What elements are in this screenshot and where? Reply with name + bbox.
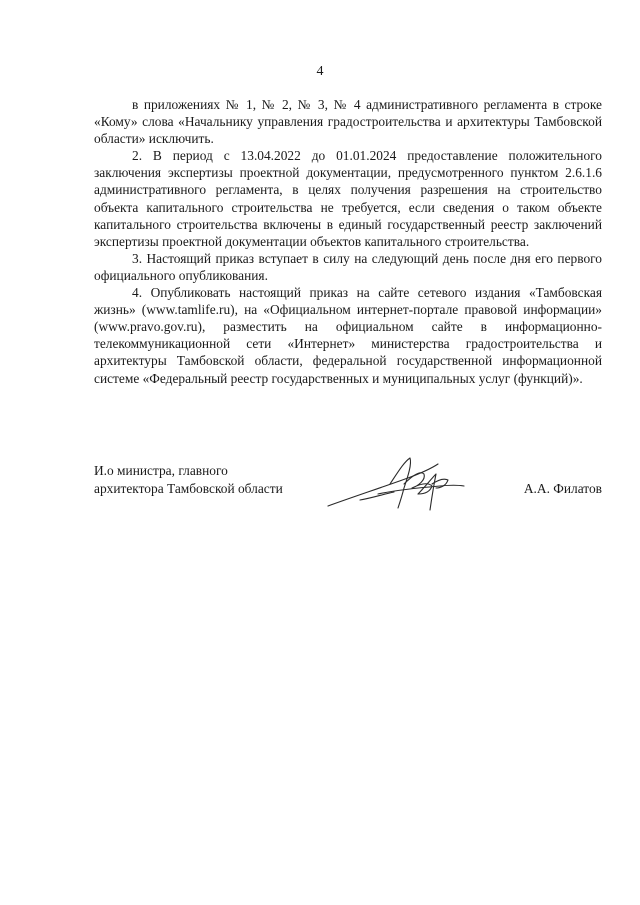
- signer-title-line-1: И.о министра, главного: [94, 463, 228, 478]
- signer-name: А.А. Филатов: [523, 481, 602, 496]
- paragraph-continuation: в приложениях № 1, № 2, № 3, № 4 административного регламента в строке «Кому» слова «Начальнику управления градостроительства и архитектуры Тамбовской области» исключить.: [94, 97, 602, 147]
- page-number: 4: [316, 64, 324, 79]
- signer-title: [94, 462, 324, 497]
- handwritten-signature: [320, 454, 470, 516]
- paragraph-3: 3. Настоящий приказ вступает в силу на следующий день после дня его первого официального опубликования.: [94, 250, 602, 283]
- paragraph-2: 2. В период с 13.04.2022 до 01.01.2024 предоставление положительного заключения экспертизы проектной документации, предусмотренного пунктом 2.6.1.6 административного регламента, в целях получения разрешения на строительство объекта капитального строительства не требуется, если сведения о таком объекте капитального строительства включены в единый государственный реестр заключений экспертизы проектной документации объектов капитального строительства.: [94, 148, 602, 249]
- signer-title-line-2: архитектора Тамбовской области: [94, 480, 283, 496]
- paragraph-4: 4. Опубликовать настоящий приказ на сайте сетевого издания «Тамбовская жизнь» (www.tamlife.ru), на «Официальном интернет-портале правовой информации» (www.pravo.gov.ru), разместить на официальном сайте в информационно-телекоммуникационной сети «Интернет» министерства градостроительства и архитектуры Тамбовской области, федеральной государственной информационной системе «Федеральный реестр государственных и муниципальных услуг (функций)».: [94, 285, 602, 386]
- signature-block: [94, 462, 602, 522]
- document-body: [94, 96, 602, 387]
